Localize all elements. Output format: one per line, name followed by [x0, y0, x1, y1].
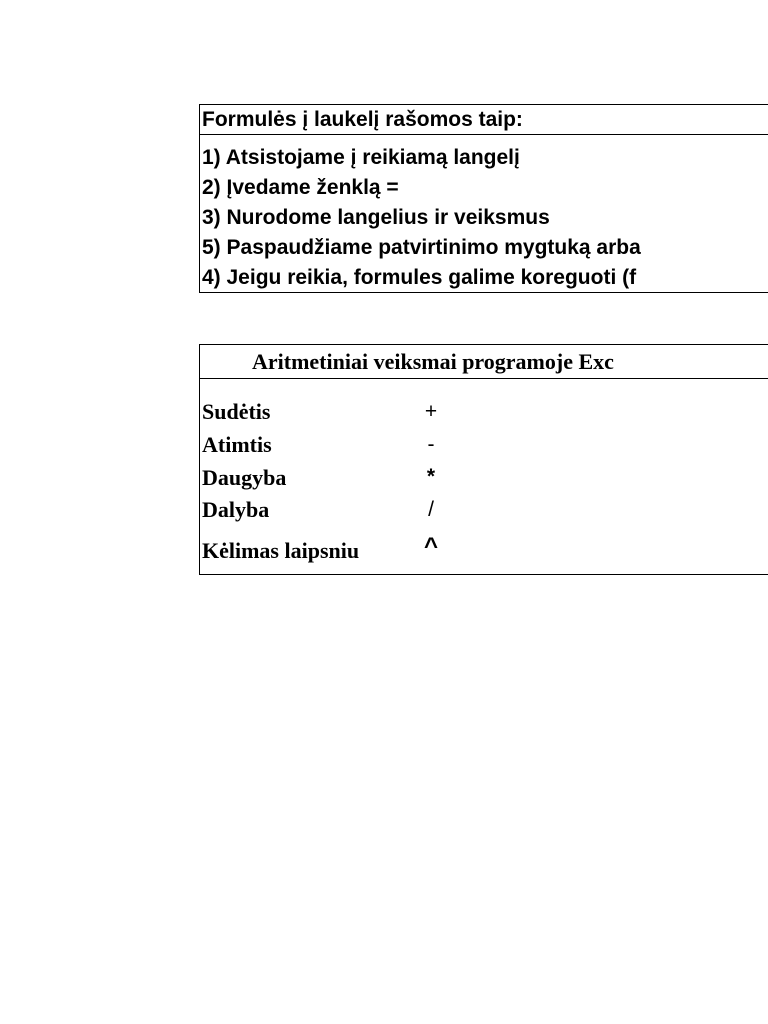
operation-name: Kėlimas laipsniu — [202, 538, 360, 563]
operation-symbol: + — [424, 400, 438, 423]
operation-name: Daugyba — [202, 465, 287, 490]
operation-symbol: / — [428, 498, 434, 521]
formula-instructions-heading: Formulės į laukelį rašomos taip: — [202, 108, 523, 131]
heading-divider — [200, 134, 768, 135]
operation-name: Atimtis — [202, 432, 272, 457]
operation-symbol: ^ — [423, 533, 438, 560]
step-5: 4) Jeigu reikia, formules galime koreguoti (f — [202, 266, 637, 289]
arithmetic-heading: Aritmetiniai veiksmai programoje Exc — [252, 349, 614, 374]
step-1: 1) Atsistojame į reikiamą langelį — [202, 146, 520, 169]
operation-name: Dalyba — [202, 497, 270, 522]
operation-symbol: * — [426, 465, 436, 488]
step-2: 2) Įvedame ženklą = — [202, 176, 399, 199]
formula-instructions-box — [199, 104, 768, 293]
step-4: 5) Paspaudžiame patvirtinimo mygtuką arba — [202, 236, 641, 259]
operation-symbol: - — [427, 433, 435, 456]
arithmetic-operations-box — [199, 344, 768, 575]
step-3: 3) Nurodome langelius ir veiksmus — [202, 206, 550, 229]
operation-name: Sudėtis — [202, 399, 271, 424]
heading-divider — [200, 378, 768, 379]
